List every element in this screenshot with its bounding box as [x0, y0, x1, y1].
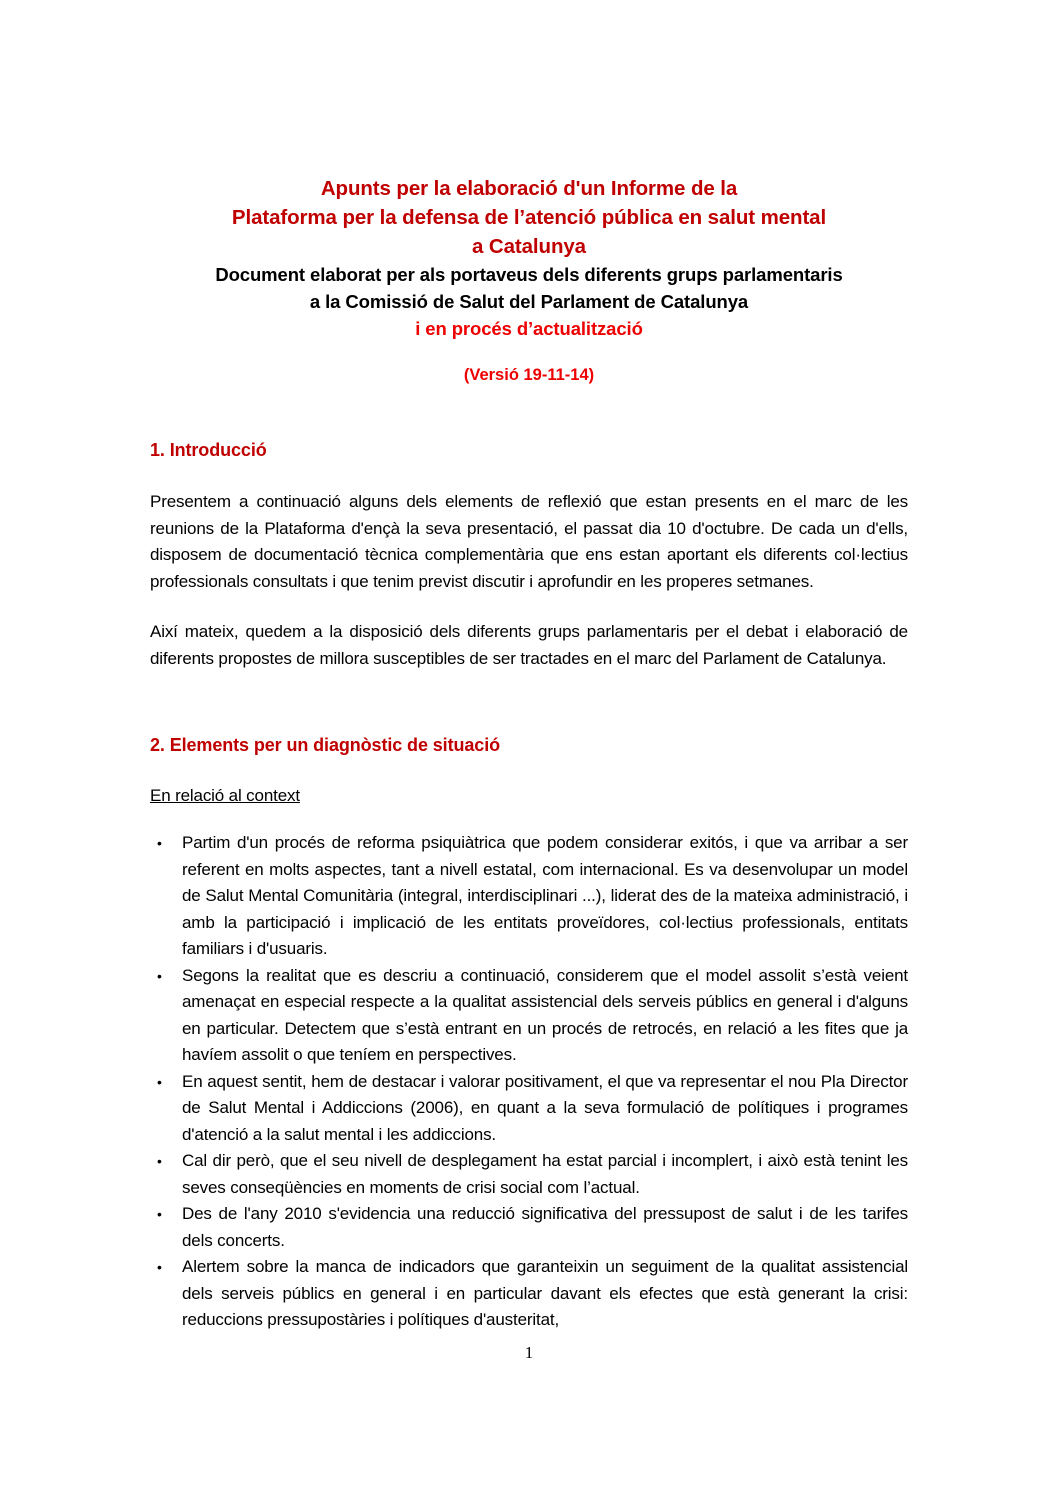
document-subtitle-line-2: a la Comissió de Salut del Parlament de Catalunya [309, 291, 749, 312]
document-subtitle-accent: i en procés d’actualització [415, 318, 643, 339]
document-subtitle-line-1: Document elaborat per als portaveus dels diferents grups parlamentaris [215, 264, 843, 285]
section-1-paragraph-2: Així mateix, quedem a la disposició dels diferents grups parlamentaris per el debat i elaboració de diferents propostes de millora susceptibles de ser tractades en el marc del Parlament de Catalunya. [150, 622, 908, 668]
document-title-line-3: a Catalunya [472, 235, 586, 258]
list-item: • Des de l'any 2010 s'evidencia una reducció significativa del pressupost de salut i de les tarifes dels concerts. [150, 1201, 908, 1254]
section-1-paragraph-1: Presentem a continuació alguns dels elements de reflexió que estan presents en el marc de les reunions de la Plataforma d'ençà la seva presentació, el passat dia 10 d'octubre. De cada un d'ells, disposem de documentació tècnica complementària que ens estan aportant els diferents col·lectius professionals consultats i que tenim previst discutir i aprofundir en les properes setmanes. [150, 492, 908, 591]
context-bullet-list [150, 830, 908, 1334]
page-number: 1 [524, 1343, 534, 1362]
subheading-en-relacio-al-context: En relació al context [150, 786, 300, 805]
list-item: • En aquest sentit, hem de destacar i valorar positivament, el que va representar el nou Pla Director de Salut Mental i Addiccions (2006), en quant a la seva formulació de polítiques i programes d'atenció a la salut mental i les addiccions. [150, 1069, 908, 1149]
document-title-line-1: Apunts per la elaboració d'un Informe de la [320, 177, 738, 200]
page-content [150, 0, 908, 1334]
section-heading-elements-diagnostic: 2. Elements per un diagnòstic de situació [150, 735, 500, 755]
document-title-line-2: Plataforma per la defensa de l’atenció pública en salut mental [231, 206, 827, 229]
section-heading-introduccio: 1. Introducció [150, 440, 267, 460]
list-item: • Partim d'un procés de reforma psiquiàtrica que podem considerar exitós, i que va arribar a ser referent en molts aspectes, tant a nivell estatal, com internacional. Es va desenvolupar un model de Salut Mental Comunitària (integral, interdisciplinari ...), liderat des de la mateixa administració, i amb la participació i implicació de les entitats proveïdores, col·lectius professionals, entitats familiars i d'usuaris. [150, 830, 908, 963]
list-item: • Segons la realitat que es descriu a continuació, considerem que el model assolit s’està veient amenaçat en especial respecte a la qualitat assistencial dels serveis públics en general i d'alguns en particular. Detectem que s’està entrant en un procés de retrocés, en relació a les fites que ja havíem assolit o que teníem en perspectives. [150, 963, 908, 1069]
document-version: (Versió 19-11-14) [463, 366, 595, 384]
list-item: • Cal dir però, que el seu nivell de desplegament ha estat parcial i incomplert, i això està tenint les seves conseqüències en moments de crisi social com l’actual. [150, 1148, 908, 1201]
title-block [150, 0, 908, 386]
list-item: • Alertem sobre la manca de indicadors que garanteixin un seguiment de la qualitat assistencial dels serveis públics en general i en particular davant els efectes que està generant la crisi: reduccions pressupostàries i polítiques d'austeritat, [150, 1254, 908, 1334]
